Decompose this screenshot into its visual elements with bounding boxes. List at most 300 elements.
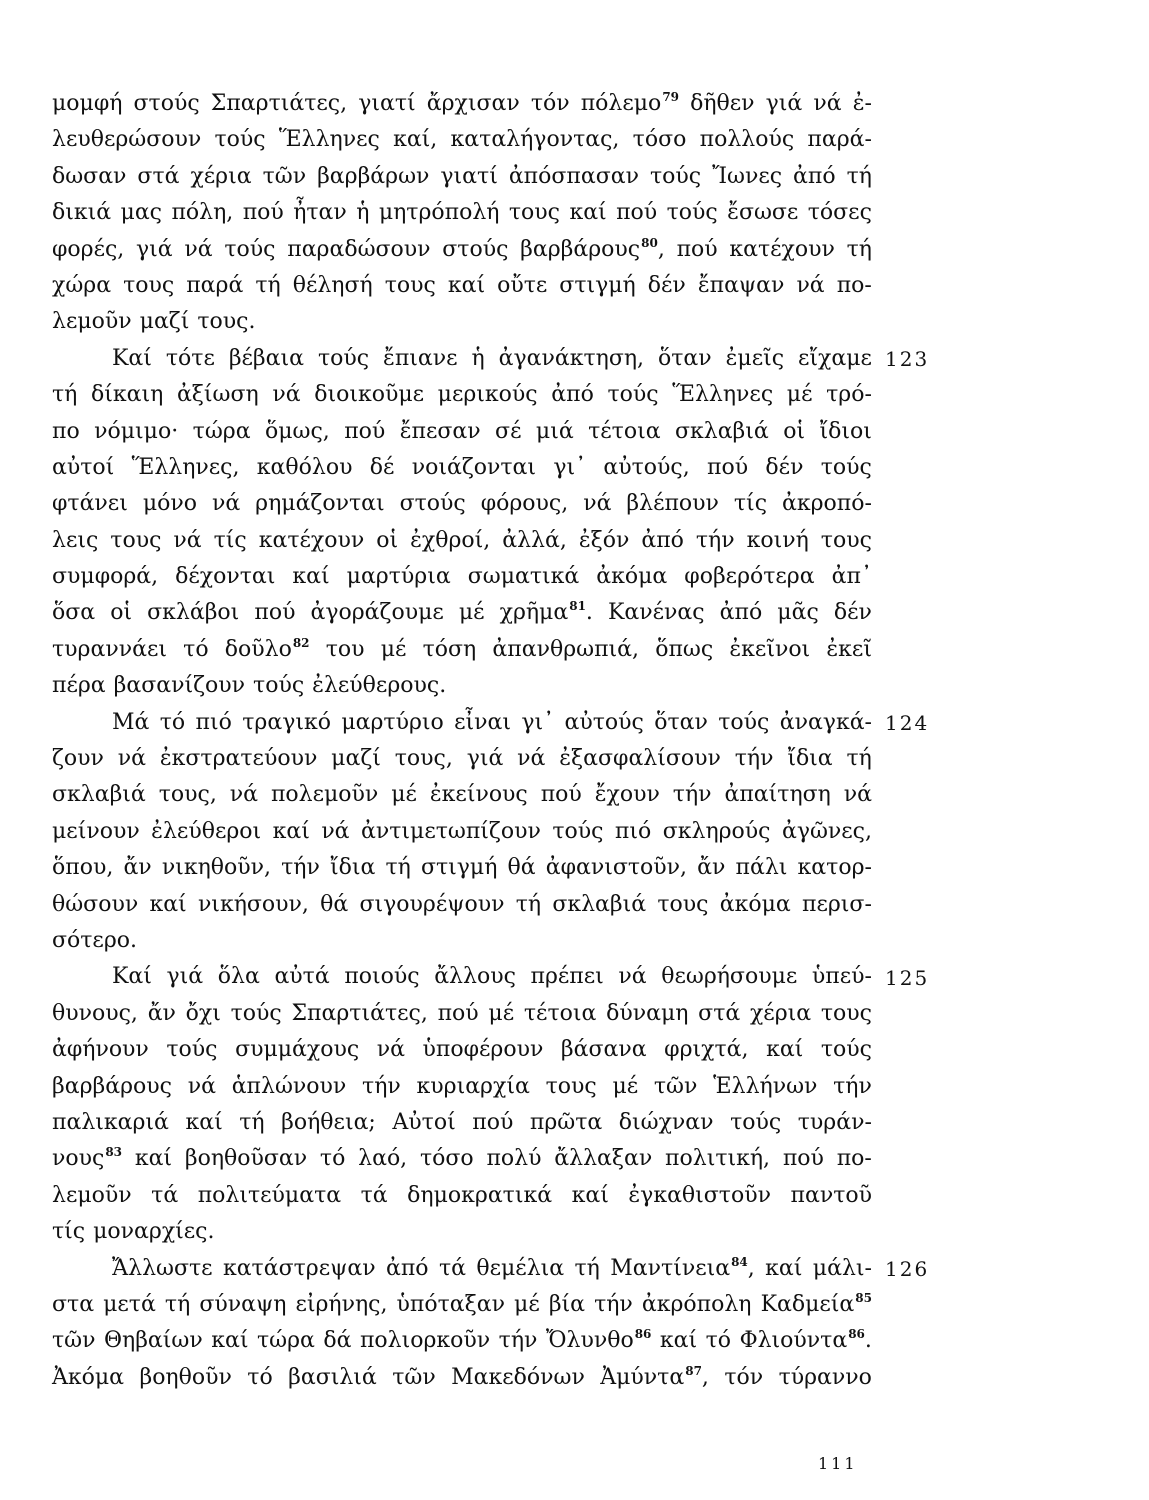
word: Θηβαίων [103,1328,203,1354]
word: μερικούς [437,382,538,408]
word: γιατί [440,163,498,189]
word: βασανίζουν [113,673,246,699]
word: πολιτική, [665,1146,771,1172]
text-line [52,741,872,777]
word: τούς [730,1109,782,1135]
text-line [52,195,872,231]
word: στα [52,1291,95,1317]
word: μοναρχίες. [93,1219,215,1245]
word: μετά [103,1291,156,1317]
word: ἁπλώνουν [231,1073,347,1099]
word: τρό- [826,382,872,408]
word: πολιορκοῦν [359,1328,491,1354]
word: μαρτύριο [341,709,444,735]
word: γι᾽ [521,709,555,735]
word: ἴδια [329,855,376,881]
word: πρέπει [530,964,604,990]
word: αὐτοί [52,454,115,480]
text-line [52,1214,872,1250]
word: Ἀμύντα$^{87}$, [600,1363,709,1390]
footnote-marker: 80 [641,235,658,250]
footnote-marker: 86 [848,1327,865,1342]
word: βάσανα [560,1037,647,1063]
word: τά [438,1255,466,1281]
word: κατέχουν [258,527,365,553]
word: τούς [253,673,305,699]
word: ὅταν [658,345,712,371]
word: τούς [649,163,702,189]
word: οἱ [110,600,133,626]
word: Ἕλληνες [278,127,380,153]
word: ἀπό [793,163,836,189]
word: δέ [369,454,395,480]
text-line [52,1178,872,1214]
section-number: 125 [885,965,930,990]
word: τύραννο [778,1364,872,1390]
word: τώρα [192,418,251,444]
word: βαρβάρων [317,163,430,189]
word: Ἑλλήνων [713,1073,818,1099]
word: νά [618,964,647,990]
word: καί [185,1109,223,1135]
word: τούς [317,345,370,371]
word: τῶν [653,1073,698,1099]
body-text [52,86,872,1396]
word: πο- [836,272,872,298]
word: τους, [394,746,453,772]
word: τόσες [807,200,872,226]
word: ὅμως, [264,418,330,444]
text-line [52,632,872,668]
word: τά [151,1182,179,1208]
word: πο [52,418,80,444]
word: μέ [391,782,417,808]
word: τόσο [419,1146,474,1172]
word: δύναμη [606,1000,689,1026]
word: εἰρήνης, [295,1291,388,1317]
word: τους. [197,309,256,335]
word: καί [765,1255,803,1281]
word: τή [385,855,411,881]
word: νά [813,91,842,116]
word: μέ [488,1000,515,1026]
word: τή [164,1291,191,1317]
word: λευθερώσουν [52,127,202,153]
text-line [52,523,872,559]
word: τους [110,527,162,553]
word: τώρα [256,1328,315,1354]
word: ἴδιοι [819,418,872,444]
word: γιά [166,964,204,990]
word: τους [508,200,561,226]
word: τή [846,746,872,772]
text-line [52,959,872,995]
word: πόλη, [171,200,234,226]
word: μαζί [331,746,381,772]
word: ἡ [356,200,370,226]
word: τίς [213,527,247,553]
word: νόμιμο· [94,418,179,444]
word: βασιλιά [288,1364,377,1390]
word: δωσαν [52,163,127,189]
word: νά [583,491,612,517]
footnote-marker: 83 [105,1145,123,1160]
text-line [52,814,872,850]
word: διοικοῦμε [314,382,425,408]
word: καί [134,1146,173,1172]
word: παλικαριά [52,1109,169,1135]
word: μέ [514,1291,540,1317]
word: τούς [552,818,604,844]
word: τή [574,1255,600,1281]
text-line [52,304,872,340]
word: λεμοῦν [52,309,132,335]
word: καί [571,1182,609,1208]
word: ἀπ᾽ [831,564,872,590]
word: πού [254,600,296,626]
word: ἐξόν [578,527,630,553]
word: περισ- [802,891,872,917]
text-line [52,996,872,1032]
word: θά [320,891,349,917]
word: ἐμεῖς [725,345,785,371]
text-line [52,377,872,413]
word: τήν [594,1291,633,1317]
word: θεωρήσουμε [661,964,798,990]
word: πρῶτα [529,1109,603,1135]
word: ὑποφέρουν [422,1037,544,1063]
word: δοῦλο$^{82}$ [224,635,310,662]
word: Ἄλλωστε [112,1255,213,1281]
word: φοβερότερα [684,564,815,590]
word: ἐξασφαλίσουν [559,746,721,772]
text-line [52,450,872,486]
word: ἀφήνουν [52,1037,149,1063]
word: ἀλλά, [502,527,567,553]
word: κυριαρχία [416,1073,530,1099]
word: τους [820,1000,872,1026]
word: μέ [458,600,485,626]
word: βαρβάρους [52,1073,172,1099]
word: χέρια [190,163,252,189]
word: στιγμή [559,272,636,298]
text-line [52,850,872,886]
word: εἶναι [454,709,512,735]
word: ἀναγκά- [779,709,872,735]
word: σκλαβιά [674,418,769,444]
word: πολεμοῦν [270,782,379,808]
word: τόν [724,1364,764,1390]
word: νά [187,1073,216,1099]
word: εἴχαμε [798,345,872,371]
word: ἐκείνους [429,782,528,808]
text-line [52,1323,872,1359]
text-line [52,1287,872,1323]
word: καί [211,1328,249,1354]
footnote-marker: 79 [662,90,680,104]
word: ὅπως [655,636,714,662]
word: στά [137,163,180,189]
word: καί [659,1328,698,1354]
word: τυραννάει [52,636,167,662]
word: δέν [765,454,804,480]
word: μιά [535,418,574,444]
word: πέρα [52,673,106,699]
word: χώρα [52,272,112,298]
footnote-marker: 84 [731,1254,748,1269]
word: ἄν [123,855,152,881]
word: νά [173,527,202,553]
word: νά [843,782,872,808]
footnote-marker: 85 [855,1290,872,1305]
word: βέβαια [228,345,304,371]
word: πού [782,1146,824,1172]
word: τους [384,272,436,298]
word: αὐτά [274,964,330,990]
word: τῶν [392,1364,436,1390]
word: θά [507,855,536,881]
word: στά [698,1000,741,1026]
page-number: 111 [818,1454,858,1473]
word: οὔτε [497,272,548,298]
word: δέν [833,600,872,626]
word: οἱ [783,418,806,444]
word: τούς [820,1037,872,1063]
word: ὑπεύ- [811,964,872,990]
word: ἐχθροί, [410,527,491,553]
word: τους [545,1073,597,1099]
word: χρῆμα$^{81}$. [499,599,593,626]
word: γιά [466,746,504,772]
word: μέ [380,636,407,662]
footnote-marker: 87 [685,1363,702,1378]
word: ἐλεύθερους. [312,673,447,699]
word: τό [705,1328,732,1354]
text-line [52,1032,872,1068]
word: Ἕλληνες, [131,454,240,480]
word: χέρια [749,1000,812,1026]
section-number: 124 [885,710,930,735]
word: τούς [607,382,659,408]
word: κοινή [746,527,809,553]
word: βοήθεια; [281,1109,376,1135]
word: τό [159,709,186,735]
word: κατορ- [797,855,872,881]
word: τέτοια [588,418,661,444]
word: πού [472,1109,514,1135]
word: μας [120,200,163,226]
word: μαρτύρια [346,564,451,590]
word: τόσο [632,127,687,153]
text-line [52,268,872,304]
word: Σπαρτιάτες, [291,1000,428,1026]
text-line [52,595,872,631]
word: Μαντίνεια$^{84}$, [610,1254,755,1281]
footnote-marker: 86 [634,1327,652,1342]
footnote-marker: 81 [569,599,586,614]
word: Κανένας [607,600,705,626]
word: ἀγοράζουμε [310,600,444,626]
word: μᾶς [777,600,819,626]
word: καταλήγοντας, [450,127,620,153]
word: νά [796,272,825,298]
word: μέ [612,1073,639,1099]
text-line [52,1141,872,1177]
word: νά [321,818,350,844]
word: ἄρχισαν [426,91,520,116]
word: ἄλλους [434,964,516,990]
word: βοηθοῦσαν [184,1146,308,1172]
word: βλέπουν [626,491,719,517]
word: παρά [186,272,244,298]
text-line [52,559,872,595]
word: τῶν [262,163,307,189]
word: βοηθοῦν [139,1364,232,1390]
word: σκλάβοι [147,600,240,626]
word: βαρβάρους$^{80}$, [520,235,665,262]
word: τότε [165,345,215,371]
word: τούς [230,1000,282,1026]
word: ἀφανιστοῦν, [545,855,688,881]
word: σότερο. [52,927,138,953]
word: τή [846,236,872,262]
word: ἐκεῖ [826,636,872,662]
word: κατέχουν [729,236,835,262]
word: σκλαβιά [52,782,146,808]
word: μείνουν [52,818,140,844]
word: ἀντιμετωπίζουν [361,818,541,844]
word: πόλεμο$^{79}$ [580,90,680,116]
word: τους [123,272,175,298]
word: ἀγανάκτηση, [498,345,645,371]
word: ρημάζονται [255,491,385,517]
word: ἔπαψαν [697,272,785,298]
word: σέ [495,418,522,444]
word: σκληρούς [662,818,771,844]
text-line [52,232,872,268]
word: Ἴωνες [712,163,783,189]
word: νά [184,236,213,262]
word: τῶν [52,1328,96,1354]
word: τόν [530,91,570,116]
word: παραδώσουν [287,236,431,262]
word: στούς [133,91,200,116]
word: τόση [422,636,477,662]
word: Αὐτοί [392,1109,456,1135]
word: ἀκροπό- [781,491,872,517]
word: μόνο [142,491,197,517]
word: τούς [214,127,266,153]
word: ἦταν [293,200,347,226]
word: πού [707,454,749,480]
word: τους, [158,782,217,808]
word: καί [766,1037,804,1063]
word: δίκαιη [91,382,164,408]
word: πο- [836,1146,872,1172]
word: νικηθοῦν, [161,855,271,881]
word: ἀπό [641,527,684,553]
word: δημοκρατικά [407,1182,553,1208]
word: τίς [52,1219,86,1245]
word: πιό [195,709,232,735]
word: νά [117,746,146,772]
word: πολύ [486,1146,542,1172]
word: συμμάχους [235,1037,360,1063]
word: ἄν [147,1000,176,1026]
word: τή [515,891,542,917]
word: τούς [718,709,770,735]
word: τούς [224,236,276,262]
word: ἀκόμα [596,564,668,590]
word: ζουν [52,746,104,772]
word: ὅσα [52,600,96,626]
word: τή [255,272,281,298]
word: τά [360,1182,388,1208]
word: νά [211,491,241,517]
word: ὄχι [185,1000,221,1026]
word: αὐτούς, [603,454,690,480]
word: νά [376,1037,405,1063]
word: νους$^{83}$ [52,1145,123,1172]
word: πού [616,200,658,226]
word: στιγμή [420,855,498,881]
word: τήν [734,746,774,772]
word: καί [447,272,486,298]
word: στούς [442,236,509,262]
word: σκλαβιά [552,891,647,917]
word: πού [242,200,284,226]
word: Μακεδόνων [451,1364,585,1390]
word: τούς [820,454,872,480]
word: νοιάζονται [411,454,537,480]
word: ἀπαίτηση [724,782,831,808]
word: Σπαρτιάτες, [210,91,348,116]
word: Καί [112,345,152,371]
word: φόρους, [480,491,569,517]
word: θώσουν [52,891,139,917]
word: τίς [733,491,768,517]
word: δέν [647,272,686,298]
word: μέ [786,382,813,408]
word: παντοῦ [790,1182,872,1208]
word: Καδμεία$^{85}$ [760,1290,872,1317]
word: τήν [833,1073,872,1099]
word: νά [272,382,301,408]
word: ἀπόσπασαν [508,163,639,189]
word: νά [229,782,258,808]
word: φτάνει [52,491,128,517]
text-line [52,705,872,741]
word: μητρόπολή [378,200,500,226]
word: οἱ [376,527,399,553]
word: Ἕλληνες [672,382,774,408]
word: πάλι [735,855,788,881]
word: τό [183,636,209,662]
word: ἀπό [385,1255,429,1281]
word: νικήσουν, [197,891,309,917]
word: ἐλεύθεροι [151,818,262,844]
word: θεμέλια [476,1255,565,1281]
word: τήν [695,527,735,553]
word: ὑπόταξαν [396,1291,505,1317]
word: μομφή [52,91,123,116]
word: ἀκρόπολη [641,1291,752,1317]
word: δῆθεν [690,91,755,116]
text-line [52,1105,872,1141]
word: Φλιούντα$^{86}$. [739,1327,872,1354]
word: καθόλου [256,454,353,480]
word: τους [657,891,709,917]
